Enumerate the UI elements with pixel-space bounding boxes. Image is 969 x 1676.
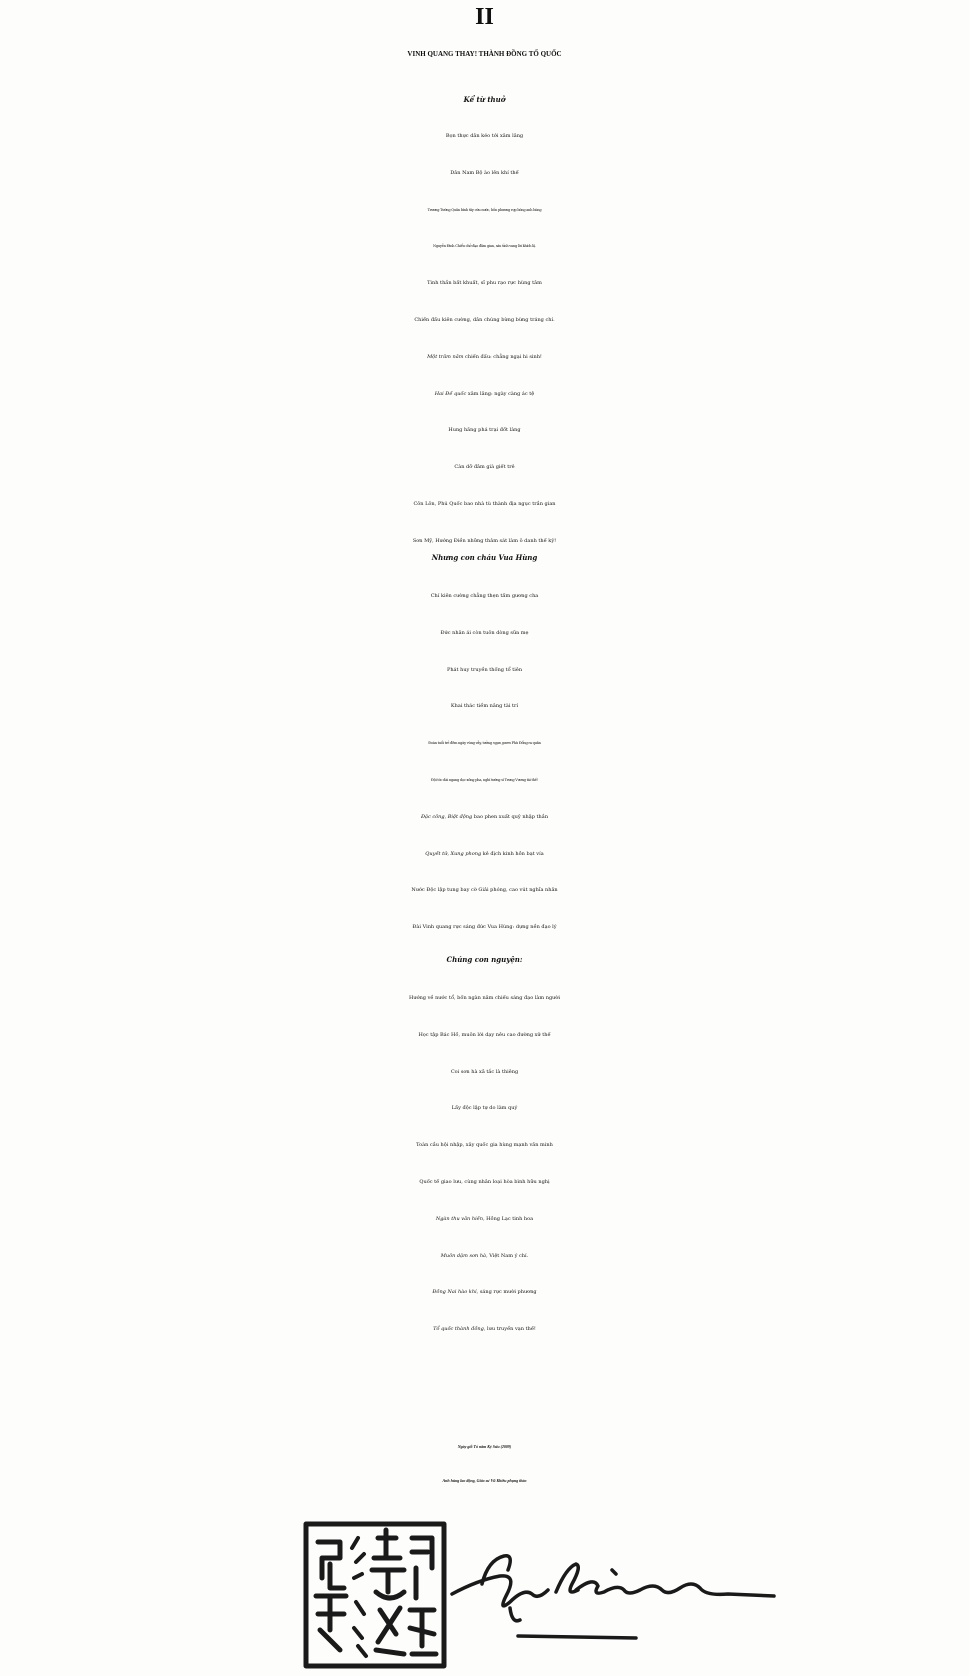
poem-line [0, 652, 969, 688]
italic-phrase: Tổ quốc thành đồng, [433, 1326, 486, 1333]
text-segment: Trương Tướng Quân bình tây cứu nước, bốn phương rợp bóng anh hùng [427, 207, 542, 212]
text-segment: Tinh thần bất khuất, sĩ phu rạo rực hùng tâm [427, 280, 542, 287]
poem-line [0, 155, 969, 191]
text-segment: Hung hăng phá trại đốt làng [448, 427, 521, 434]
stanza-heading: Nhưng con cháu Vua Hùng [431, 553, 538, 562]
poem-line [0, 228, 969, 264]
text-segment: Lấy độc lập tự do làm quý [451, 1105, 518, 1112]
text-segment: Đội tóc dài ngang dọc xông pha, nghĩ tướng sĩ Trưng Vương tái thế! [431, 778, 538, 782]
seal-stamp-icon [300, 1518, 450, 1672]
poem-line [0, 725, 969, 761]
text-segment: sáng rực mười phương [478, 1289, 537, 1296]
text-segment: Học tập Bác Hồ, muôn lời dạy nêu cao đường xử thế [418, 1031, 551, 1038]
poem-line [0, 799, 969, 835]
signature-icon [448, 1540, 778, 1650]
text-segment: Khai thác tiềm năng tài trí [450, 703, 519, 710]
italic-phrase: Quyết tử, Xung phong [425, 850, 482, 857]
poem-line [0, 118, 969, 154]
text-segment: Phù Đổng ra quân [510, 741, 541, 746]
italic-phrase: ngựa gươm [492, 741, 511, 746]
italic-phrase: Một trăm năm [427, 353, 464, 360]
poem-line [0, 486, 969, 522]
text-segment: Toàn cầu hội nhập, xây quốc gia hùng mạnh văn minh [416, 1142, 553, 1149]
poem-line [0, 1238, 969, 1274]
italic-phrase: Ngàn thu văn hiến, [435, 1215, 485, 1222]
italic-phrase: Hai Đế quốc [434, 390, 467, 397]
poem-line [0, 1054, 969, 1090]
poem-line [0, 1090, 969, 1126]
stanza-heading: Kể từ thuở [463, 95, 506, 104]
stanza-heading: Chúng con nguyện: [446, 955, 523, 964]
text-segment: Đức nhân ái còn tuôn dòng sữa mẹ [440, 629, 529, 636]
poem-line [0, 449, 969, 485]
text-segment: Đoàn tuổi trẻ đêm ngày vùng vẫy, tưởng [428, 741, 493, 746]
poem-line [0, 872, 969, 908]
italic-phrase: Đặc công, Biệt động [420, 813, 473, 820]
text-segment: xâm lăng: ngày càng ác tệ [466, 390, 535, 397]
text-segment: Côn Lôn, Phú Quốc bao nhà tù thành địa ngục trần gian [413, 501, 556, 507]
poem-line [0, 302, 969, 338]
poem-line [0, 376, 969, 412]
text-segment: Hồng Lạc tinh hoa [484, 1215, 534, 1222]
text-segment: Càn dỡ đâm già giết trẻ [454, 464, 515, 471]
poem-line [0, 980, 969, 1016]
italic-phrase: Đồng Nai hào khí, [432, 1289, 479, 1296]
poem-line [0, 1311, 969, 1347]
poem-line [0, 265, 969, 301]
poem-title: VINH QUANG THAY! THÀNH ĐỒNG TỔ QUỐC [407, 50, 562, 58]
text-segment: Coi sơn hà xã tắc là thiêng [450, 1068, 519, 1075]
poem-line [0, 578, 969, 614]
text-segment: Quốc tế giao lưu, cùng nhân loại hòa bình hữu nghị [419, 1179, 550, 1185]
text-segment: lưu truyền vạn thế! [485, 1326, 536, 1333]
poem-line [0, 762, 969, 798]
text-segment: Việt Nam ý chí. [487, 1252, 529, 1259]
text-segment: Sơn Mỹ, Hướng Điền những thảm sát làm ô danh thế kỷ! [412, 537, 557, 544]
italic-phrase: Muôn dặm sơn hà, [440, 1252, 488, 1259]
poem-line [0, 1127, 969, 1163]
footer-author-line: Anh hùng lao động, Giáo sư Vũ Khiêu phụng thảo [442, 1478, 527, 1483]
text-segment: Phát huy truyền thống tổ tiên [446, 666, 523, 673]
text-segment: Hướng về nước tổ, bốn ngàn năm chiếu sáng đạo làm người [409, 995, 560, 1001]
text-segment: Đài Vinh quang rực sáng đức Vua Hùng: dựng nền đạo lý [412, 924, 557, 931]
text-segment: Chí kiên cường chẳng thẹn tấm gương cha [430, 593, 539, 599]
poem-line [0, 1164, 969, 1200]
text-segment: Nguyễn Đình Chiểu chở đạo đâm gian, sáu tỉnh vang lời khích lệ. [433, 244, 536, 249]
poem-line [0, 836, 969, 872]
poem-line [0, 1274, 969, 1310]
poem-line [0, 412, 969, 448]
text-segment: Nước Độc lập tung bay cờ Giải phóng, cao vút nghĩa nhân [411, 887, 558, 894]
poem-line [0, 909, 969, 945]
poem-line [0, 192, 969, 228]
text-segment: Dân Nam Bộ ào lên khí thế [450, 169, 519, 176]
text-segment: chiến đấu: chẳng ngại hi sinh! [463, 353, 542, 360]
poem-line [0, 615, 969, 651]
text-segment: Bọn thực dân kéo tới xâm lăng [445, 133, 524, 139]
text-segment: bao phen xuất quỷ nhập thần [472, 813, 549, 820]
text-segment: Chiến đấu kiên cường, dân chúng bừng bừng tráng chí. [414, 317, 555, 323]
poem-line [0, 339, 969, 375]
footer-date-line: Ngày giỗ Tổ năm Kỷ Sửu (2009) [457, 1444, 512, 1449]
poem-line [0, 688, 969, 724]
section-number: II [475, 4, 494, 30]
text-segment: kẻ địch kinh hồn bạt vía [481, 850, 544, 857]
poem-line [0, 1017, 969, 1053]
poem-line [0, 1201, 969, 1237]
